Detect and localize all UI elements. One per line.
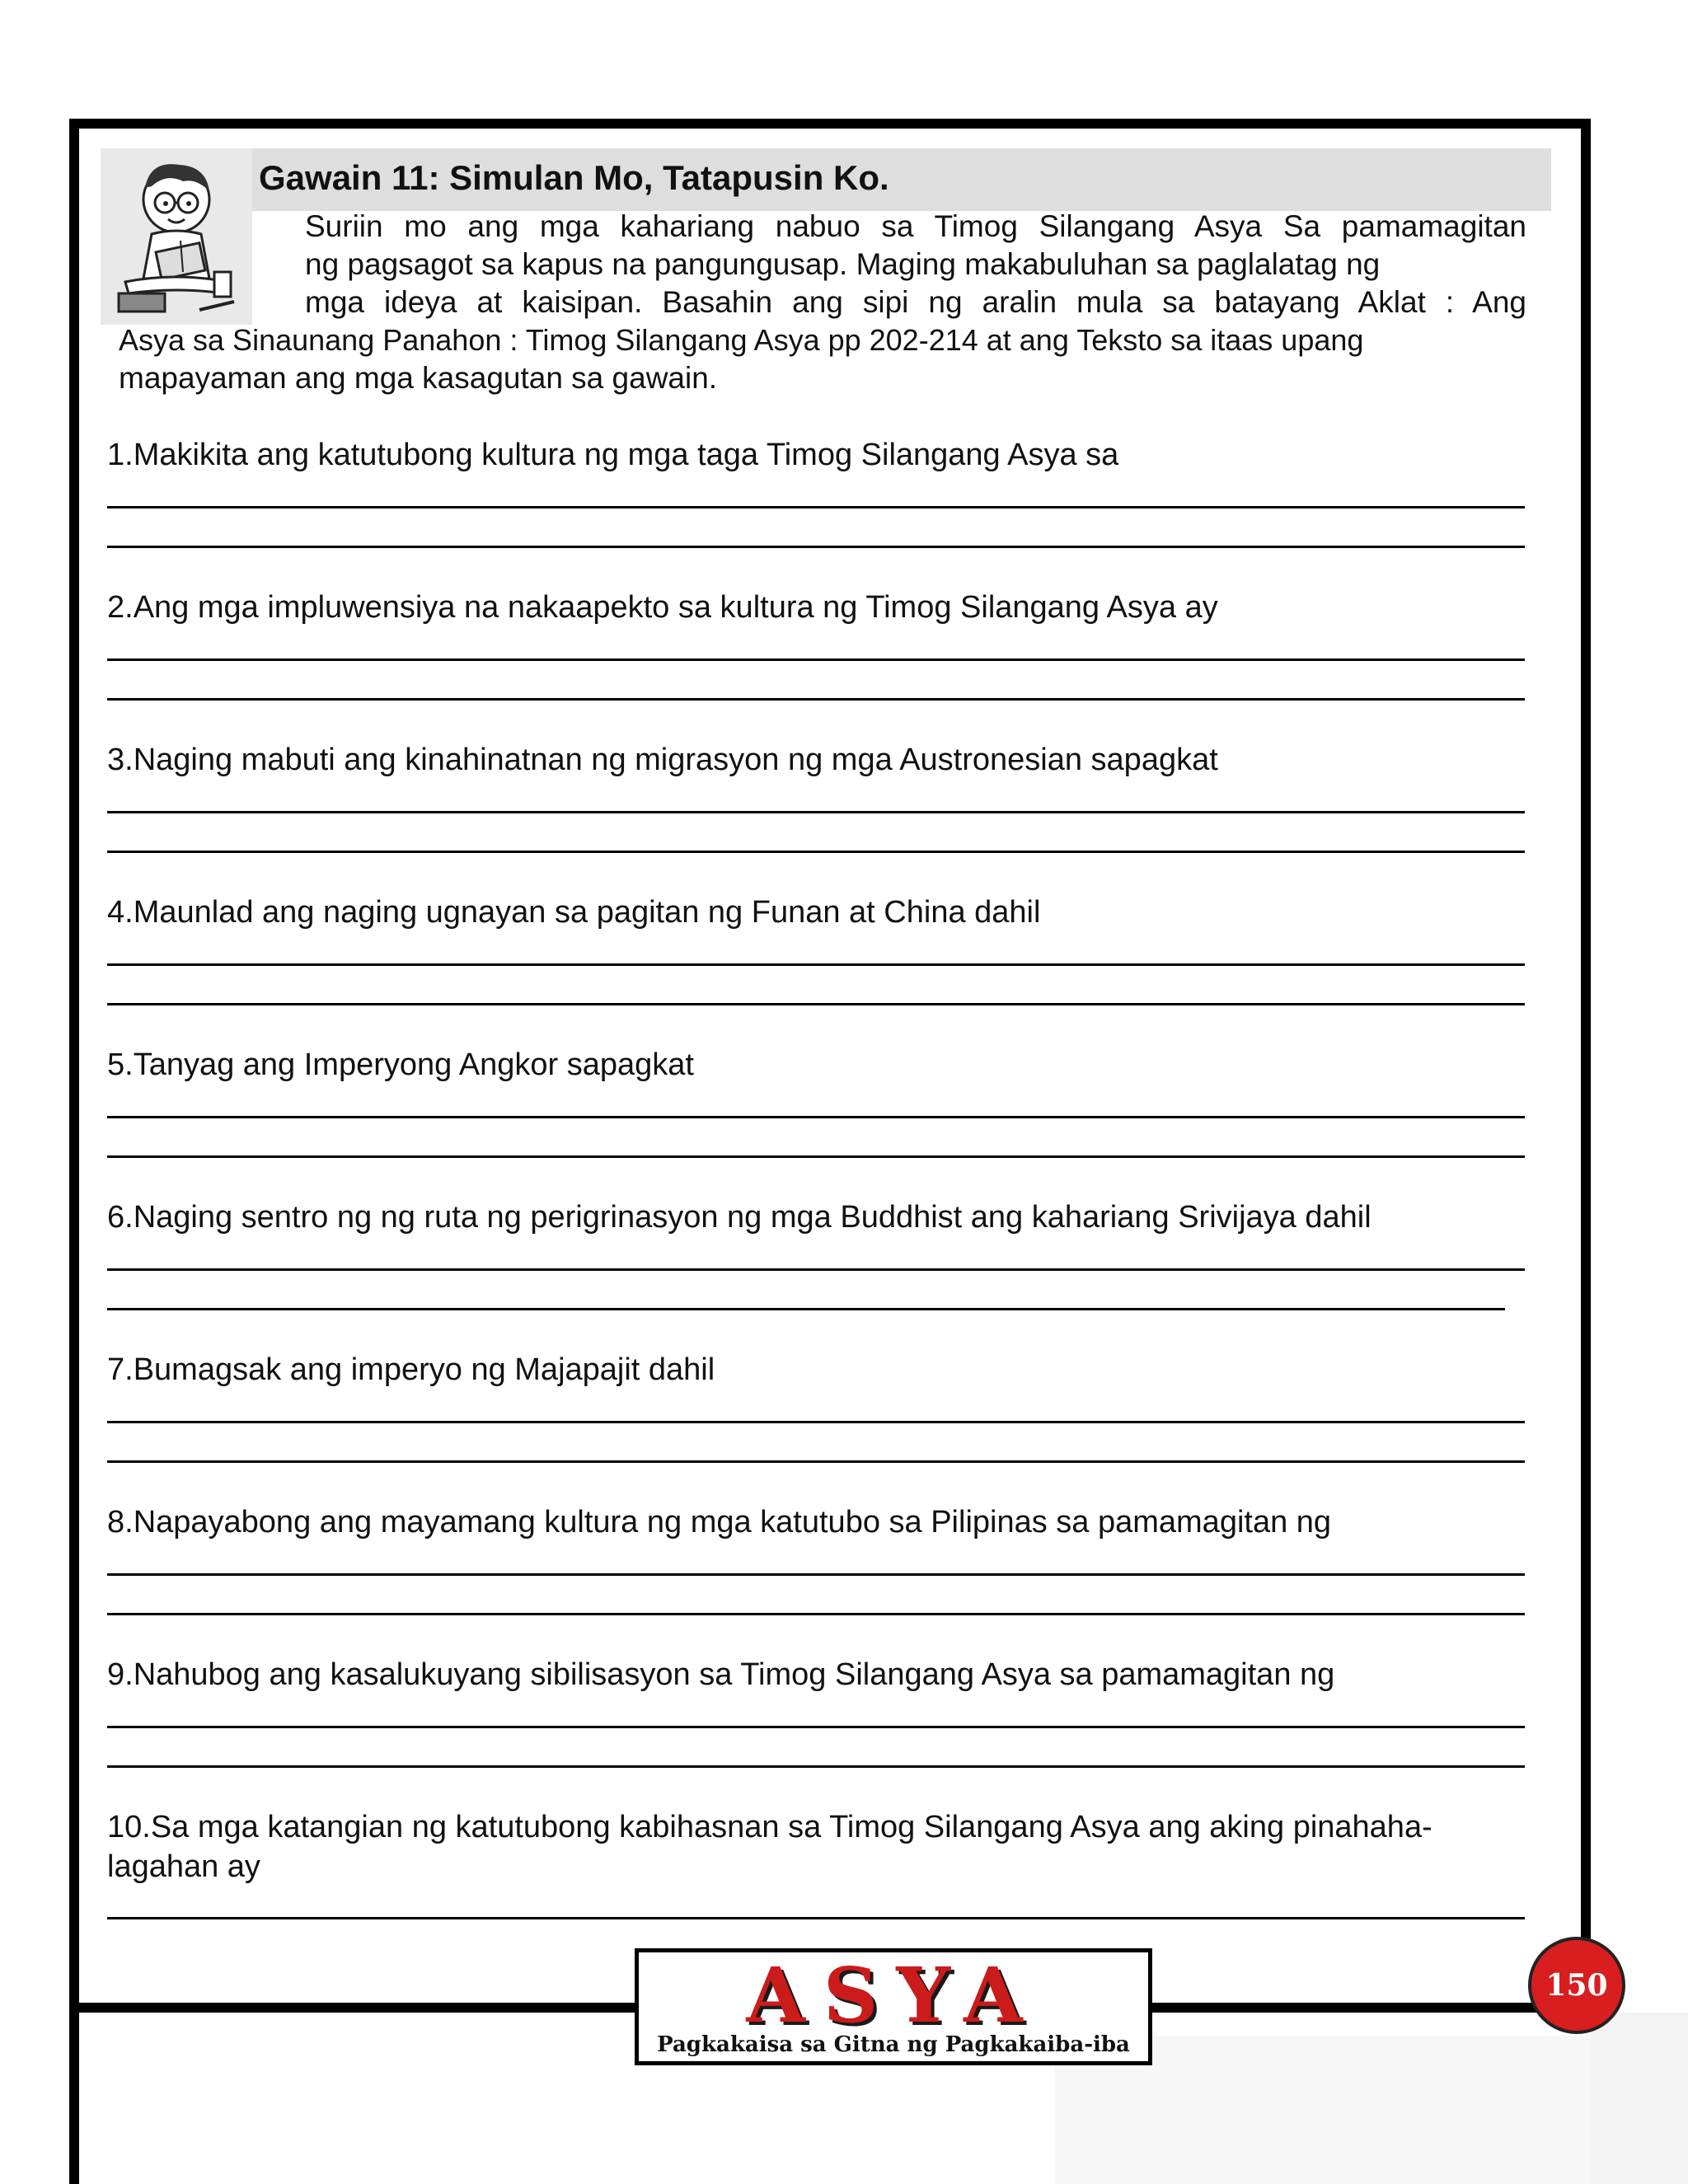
question-3: 3.Naging mabuti ang kinahinatnan ng migrasyon ng mga Austronesian sapagkat — [107, 743, 1218, 777]
intro-line: Suriin mo ang mga kahariang nabuo sa Timog Silangang Asya Sa pamamagitan — [305, 209, 1526, 243]
question-10: 10.Sa mga katangian ng katutubong kabihasnan sa Timog Silangang Asya ang aking pinahaha- — [107, 1810, 1432, 1844]
answer-line[interactable] — [107, 963, 1525, 966]
question-5: 5.Tanyag ang Imperyong Angkor sapagkat — [107, 1047, 694, 1082]
question-4: 4.Maunlad ang naging ugnayan sa pagitan ng Funan at China dahil — [107, 895, 1041, 930]
answer-line[interactable] — [107, 546, 1525, 548]
intro-line: Asya sa Sinaunang Panahon : Timog Silangang Asya pp 202-214 at ang Teksto sa itaas upang — [119, 323, 1364, 357]
asya-logo — [635, 1948, 1152, 2065]
asya-logo-text: ASYA — [746, 1951, 1041, 2040]
student-reading-icon — [101, 148, 252, 325]
intro-line: mga ideya at kaisipan. Basahin ang sipi ng aralin mula sa batayang Aklat : Ang — [305, 285, 1526, 319]
answer-line[interactable] — [107, 1573, 1525, 1576]
page-number-badge: 150 — [1528, 1937, 1625, 2034]
activity-title: Gawain 11: Simulan Mo, Tatapusin Ko. — [259, 158, 889, 197]
question-7: 7.Bumagsak ang imperyo ng Majapajit dahil — [107, 1352, 715, 1387]
page-frame-right — [1581, 119, 1591, 2006]
page-frame-top — [69, 119, 1591, 129]
page-frame-bottom-right — [1152, 2003, 1591, 2013]
question-1: 1.Makikita ang katutubong kultura ng mga taga Timog Silangang Asya sa — [107, 438, 1119, 472]
student-reading-illustration — [101, 148, 252, 325]
question-10-continued: lagahan ay — [107, 1849, 260, 1884]
answer-line[interactable] — [107, 506, 1525, 509]
page-frame-left — [69, 119, 79, 2184]
answer-line[interactable] — [107, 811, 1525, 813]
answer-line[interactable] — [107, 658, 1525, 661]
asya-logo-subtitle: Pagkakaisa sa Gitna ng Pagkakaiba-iba — [657, 2032, 1130, 2057]
answer-line[interactable] — [107, 1726, 1525, 1728]
answer-line[interactable] — [107, 1421, 1525, 1423]
answer-line[interactable] — [107, 1268, 1525, 1271]
answer-line[interactable] — [107, 1460, 1525, 1463]
answer-line[interactable] — [107, 1917, 1525, 1919]
question-6: 6.Naging sentro ng ng ruta ng perigrinasyon ng mga Buddhist ang kahariang Srivijaya dahil — [107, 1200, 1372, 1235]
answer-line[interactable] — [107, 1613, 1525, 1615]
page-shadow — [1591, 2013, 1688, 2184]
answer-line[interactable] — [107, 698, 1525, 701]
answer-line[interactable] — [107, 1155, 1525, 1158]
question-2: 2.Ang mga impluwensiya na nakaapekto sa kultura ng Timog Silangang Asya ay — [107, 590, 1218, 625]
question-9: 9.Nahubog ang kasalukuyang sibilisasyon sa Timog Silangang Asya sa pamamagitan ng — [107, 1657, 1335, 1692]
answer-line[interactable] — [107, 1116, 1525, 1118]
answer-line[interactable] — [107, 1765, 1525, 1768]
intro-line: mapayaman ang mga kasagutan sa gawain. — [119, 361, 718, 395]
answer-line[interactable] — [107, 851, 1525, 853]
answer-line[interactable] — [107, 1308, 1505, 1310]
intro-line: ng pagsagot sa kapus na pangungusap. Maging makabuluhan sa paglalatag ng — [305, 247, 1381, 281]
question-8: 8.Napayabong ang mayamang kultura ng mga katutubo sa Pilipinas sa pamamagitan ng — [107, 1505, 1332, 1540]
page-frame-bottom-left — [69, 2003, 636, 2013]
answer-line[interactable] — [107, 1003, 1525, 1005]
